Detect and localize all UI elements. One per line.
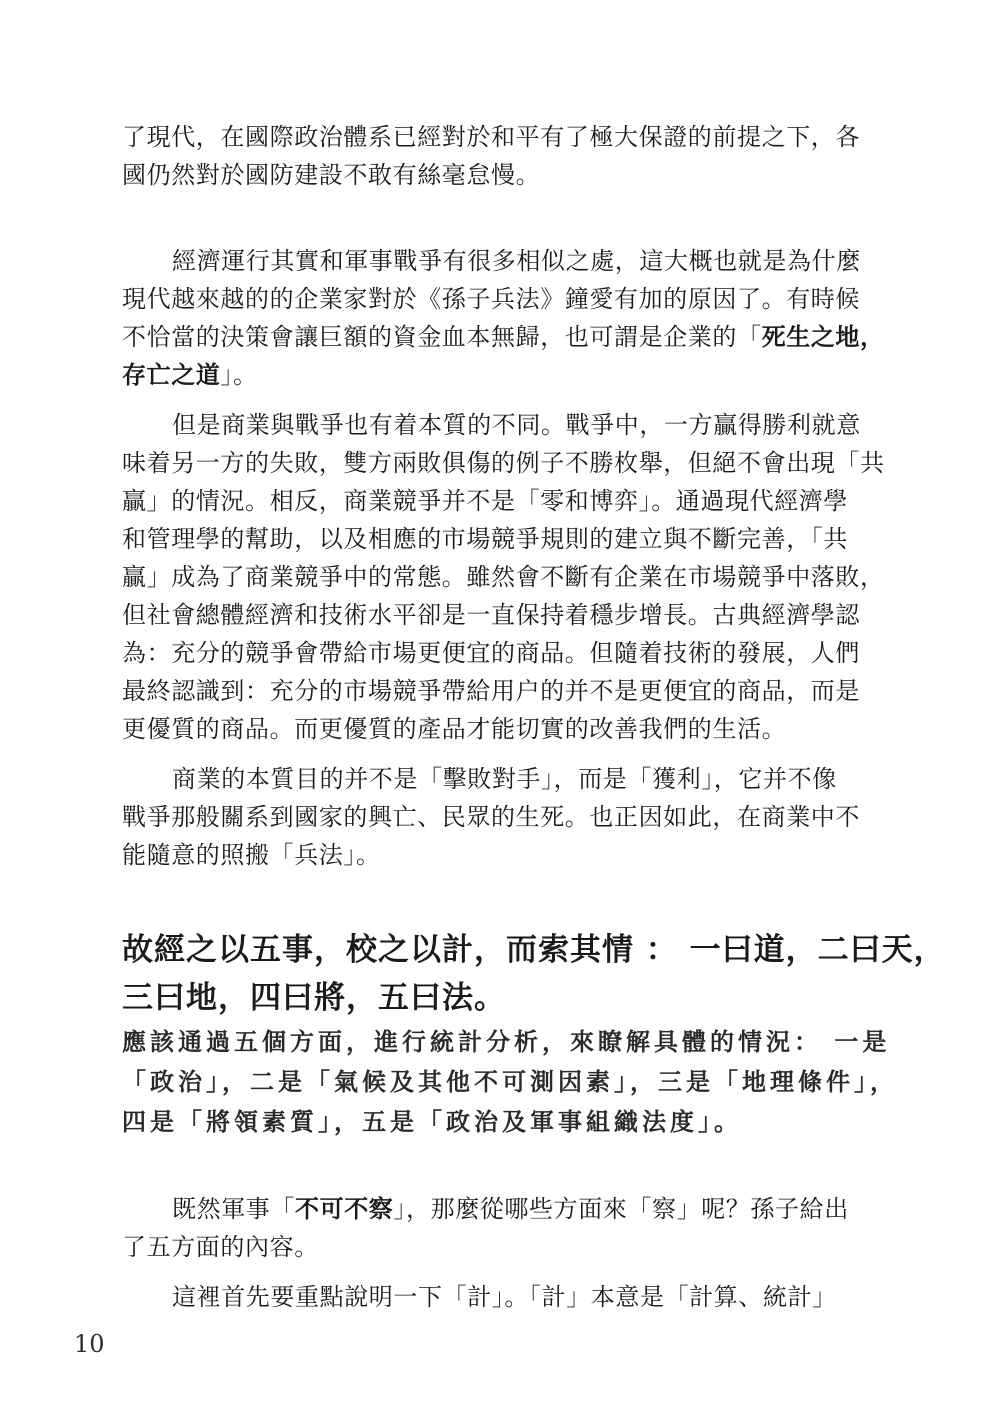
translation-line: 應該通過五個方面，進行統計分析，來瞭解具體的情況： 一是 bbox=[122, 1027, 891, 1056]
text-line: 贏」的情況。相反，商業競爭并不是「零和博弈」。通過現代經濟學 bbox=[122, 487, 848, 515]
text-line: 了五方面的內容。 bbox=[122, 1233, 319, 1261]
text-line: 但是商業與戰爭也有着本質的不同。戰爭中，一方贏得勝利就意 bbox=[172, 411, 861, 439]
emphasis-text: 不可不察 bbox=[295, 1194, 394, 1223]
text-span: 既然軍事「 bbox=[172, 1195, 295, 1223]
text-line: 最終認識到：充分的市場競爭帶給用户的并不是更便宜的商品，而是 bbox=[122, 677, 860, 705]
text-line: 現代越來越的的企業家對於《孫子兵法》鐘愛有加的原因了。有時候 bbox=[122, 285, 860, 313]
text-span: 不恰當的決策會讓巨額的資金血本無歸，也可謂是企業的「 bbox=[122, 323, 762, 351]
text-line: 了現代，在國際政治體系已經對於和平有了極大保證的前提之下，各 bbox=[122, 123, 860, 151]
text-line: 商業的本質目的并不是「擊敗對手」，而是「獲利」，它并不像 bbox=[172, 765, 837, 793]
text-line: 這裡首先要重點說明一下「計」。「計」本意是「計算、統計」 bbox=[172, 1283, 837, 1311]
paragraph-5 bbox=[122, 1190, 867, 1266]
heading-line: 三曰地，四曰將，五曰法。 bbox=[122, 980, 506, 1016]
translation-line: 四是「將領素質」，五是「政治及軍事組織法度」。 bbox=[122, 1107, 742, 1136]
paragraph-6 bbox=[122, 1278, 867, 1316]
paragraph-1 bbox=[122, 118, 867, 194]
text-line: 能隨意的照搬「兵法」。 bbox=[122, 841, 381, 869]
emphasis-text: 死生之地， bbox=[761, 322, 885, 351]
text-line: 更優質的商品。而更優質的產品才能切實的改善我們的生活。 bbox=[122, 715, 787, 743]
text-line: 和管理學的幫助，以及相應的市場競爭規則的建立與不斷完善，「共 bbox=[122, 525, 848, 553]
paragraph-4 bbox=[122, 760, 867, 874]
text-line: 味着另一方的失敗，雙方兩敗俱傷的例子不勝枚舉，但絕不會出現「共 bbox=[122, 449, 885, 477]
translation-line: 「政治」，二是「氣候及其他不可測因素」，三是「地理條件」， bbox=[122, 1067, 898, 1096]
classical-quote-heading bbox=[122, 926, 946, 1022]
text-line: 為：充分的競爭會帶給市場更便宜的商品。但隨着技術的發展，人們 bbox=[122, 639, 860, 667]
paragraph-2 bbox=[122, 242, 885, 394]
text-span: 」。 bbox=[220, 361, 258, 389]
text-span: 」，那麼從哪些方面來「察」呢？孫子給出 bbox=[393, 1195, 849, 1223]
paragraph-3 bbox=[122, 406, 885, 748]
text-line bbox=[122, 318, 885, 356]
heading-line: 故經之以五事，校之以計，而索其情 ： 一曰道，二曰天， bbox=[122, 932, 946, 968]
text-line: 但社會總體經濟和技術水平卻是一直保持着穩步增長。古典經濟學認 bbox=[122, 601, 860, 629]
text-line bbox=[122, 356, 867, 394]
translation-block bbox=[122, 1022, 898, 1142]
emphasis-text: 存亡之道 bbox=[122, 360, 221, 389]
text-line: 國仍然對於國防建設不敢有絲毫怠慢。 bbox=[122, 161, 541, 189]
text-line: 贏」成為了商業競爭中的常態。雖然會不斷有企業在市場競爭中落敗， bbox=[122, 563, 885, 591]
text-line bbox=[122, 1190, 867, 1228]
text-line: 經濟運行其實和軍事戰爭有很多相似之處，這大概也就是為什麼 bbox=[172, 247, 861, 275]
page-body bbox=[122, 118, 946, 1316]
text-line: 戰爭那般關系到國家的興亡、民眾的生死。也正因如此，在商業中不 bbox=[122, 803, 860, 831]
page-number: 10 bbox=[74, 1330, 105, 1358]
